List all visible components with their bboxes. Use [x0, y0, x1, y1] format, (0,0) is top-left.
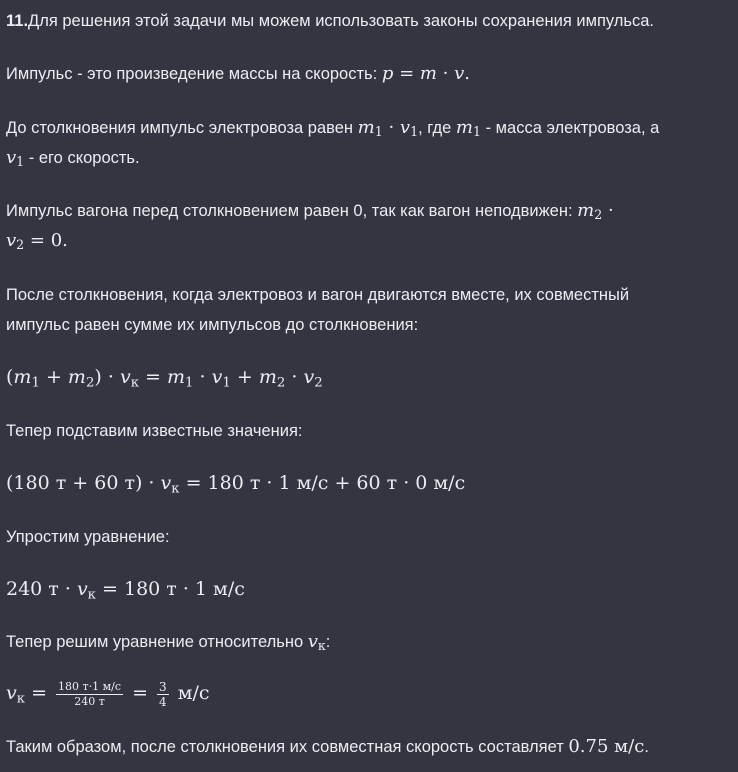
definition-text: Импульс - это произведение массы на скорость: [6, 65, 382, 83]
loco-mass-symbol: $m_1$ [455, 117, 482, 140]
after-text-1: После столкновения, когда электровоз и вагон двигаются вместе, их совместный [6, 286, 630, 304]
conclusion-line: Таким образом, после столкновения их совместная скорость составляет 0.75 м/с. [6, 736, 649, 757]
simplify-text: Упростим уравнение: [6, 528, 170, 546]
fraction-result: $\frac{3}{4}$ [159, 679, 167, 709]
solve-line: Тепер решим уравнение относительно $v_к$: [6, 631, 331, 654]
simplify-line [6, 522, 170, 552]
solution-equation: $v_к$ = $\frac{180 т\cdot 1 м/с}{240 т}$ = $\frac{3}{4}$ м/с [6, 679, 210, 709]
substituted-equation: (180 т + 60 $т) \cdot v_к = 180$ т · 1 м/с + 60 т · 0 м/с [6, 472, 466, 497]
loco-formula: $m_1 \cdot v_1$ [357, 117, 419, 140]
wagon-text: Импульс вагона перед столкновением равен 0, так как вагон неподвижен: [6, 202, 578, 220]
wagon-line-2 [6, 226, 68, 256]
intro-text: Для решения этой задачи мы можем использовать законы сохранения импульса. [28, 12, 655, 30]
item-number: 11. [6, 12, 29, 30]
wagon-formula-b: $v_2 = 0$. [6, 230, 68, 253]
fraction-main: $\frac{180 т\cdot 1 м/с}{240 т}$ [58, 679, 122, 708]
loco-momentum-line-1 [6, 113, 659, 143]
wagon-formula-a: $m_2$ · [577, 200, 614, 223]
solve-text: Тепер решим уравнение относительно [6, 633, 308, 651]
substitute-text: Тепер подставим известные значения: [6, 422, 303, 440]
substitute-line [6, 416, 302, 446]
loco-text-a: До столкновения импульс электровоза равен [6, 119, 358, 137]
after-line-2 [6, 310, 418, 340]
after-text-2: импульс равен сумме их импульсов до столкновения: [6, 316, 419, 334]
simplified-equation: 240 $т \cdot v_к = 180$ т · 1 м/с [6, 578, 245, 603]
loco-velocity-symbol: $v_1$ [6, 147, 25, 170]
loco-text-c: - масса электровоза, а [481, 119, 660, 137]
definition-line [6, 59, 470, 89]
loco-text-b: , где [418, 119, 456, 137]
final-answer: 0.75 м/с [568, 736, 645, 757]
solve-symbol: $v_к$ [307, 631, 326, 654]
loco-momentum-line-2 [6, 143, 140, 173]
conclusion-text: Таким образом, после столкновения их совместная скорость составляет [6, 738, 569, 756]
intro-line [6, 6, 654, 36]
after-line-1 [6, 280, 629, 310]
loco-text-d: - его скорость. [24, 149, 140, 167]
wagon-line-1 [6, 196, 614, 226]
momentum-equation: $(m_1 + m_2) \cdot v_к = m_1 \cdot v_1 + m_2 \cdot v_2$ [6, 366, 323, 391]
momentum-formula: p = m · v. [381, 63, 471, 84]
